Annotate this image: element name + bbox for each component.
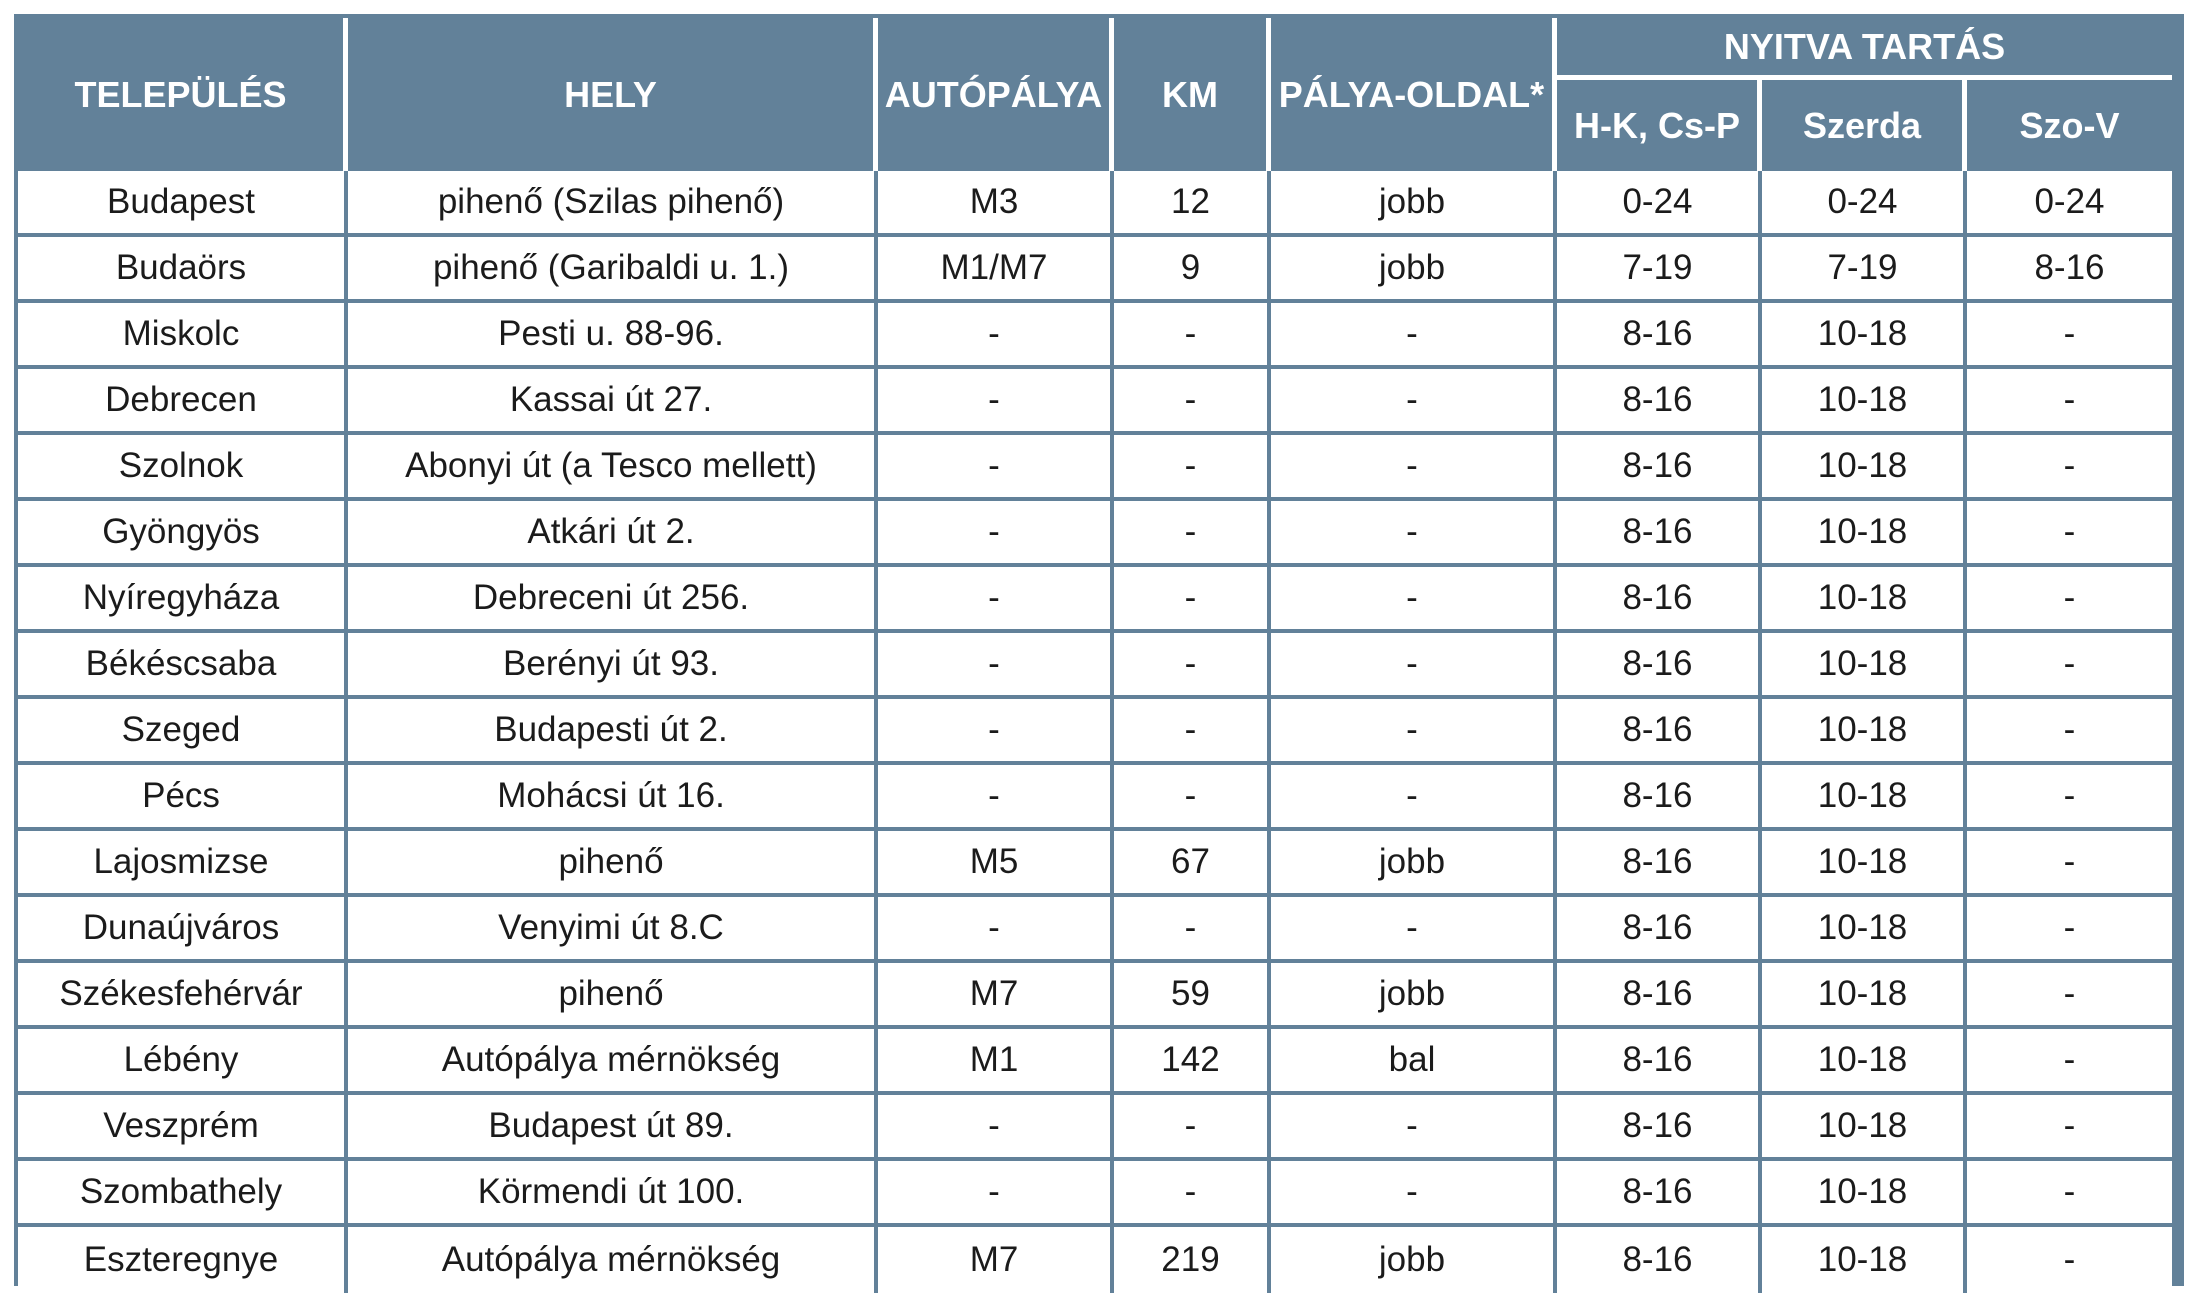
table-cell-hk-csp: 8-16 (1557, 963, 1762, 1029)
table-cell-autopalya: - (878, 633, 1114, 699)
table-cell-palya-oldal: - (1271, 699, 1557, 765)
table-cell-szo-v: - (1967, 1227, 2172, 1293)
table-cell-km: 59 (1114, 963, 1271, 1029)
table-cell-szerda: 10-18 (1762, 1029, 1967, 1095)
table-cell-hely: Kassai út 27. (348, 369, 878, 435)
table-cell-palya-oldal: - (1271, 1161, 1557, 1227)
table-cell-palya-oldal: - (1271, 303, 1557, 369)
table-cell-autopalya: M1/M7 (878, 237, 1114, 303)
header-szerda: Szerda (1762, 80, 1967, 171)
table-cell-palya-oldal: - (1271, 369, 1557, 435)
table-cell-telepules: Budapest (18, 171, 348, 237)
table-cell-szerda: 10-18 (1762, 1227, 1967, 1293)
table-cell-hely: Körmendi út 100. (348, 1161, 878, 1227)
header-nyitva-tartas: NYITVA TARTÁS (1557, 18, 2172, 80)
table-cell-autopalya: M7 (878, 1227, 1114, 1293)
table-cell-szo-v: - (1967, 633, 2172, 699)
table-cell-szerda: 10-18 (1762, 369, 1967, 435)
table-cell-km: 9 (1114, 237, 1271, 303)
table-cell-hely: Atkári út 2. (348, 501, 878, 567)
table-cell-hk-csp: 8-16 (1557, 1029, 1762, 1095)
table-cell-autopalya: - (878, 1095, 1114, 1161)
table-cell-hely: Autópálya mérnökség (348, 1029, 878, 1095)
table-cell-km: 12 (1114, 171, 1271, 237)
table-cell-hk-csp: 8-16 (1557, 369, 1762, 435)
table-cell-szerda: 10-18 (1762, 567, 1967, 633)
table-cell-szo-v: - (1967, 963, 2172, 1029)
table-cell-hely: Autópálya mérnökség (348, 1227, 878, 1293)
table-cell-hk-csp: 8-16 (1557, 1227, 1762, 1293)
table-cell-autopalya: - (878, 303, 1114, 369)
table-cell-palya-oldal: - (1271, 501, 1557, 567)
table-cell-hely: pihenő (348, 831, 878, 897)
table-cell-hely: Abonyi út (a Tesco mellett) (348, 435, 878, 501)
table-cell-szerda: 10-18 (1762, 435, 1967, 501)
table-cell-hely: Venyimi út 8.C (348, 897, 878, 963)
opening-hours-table (14, 14, 2184, 1286)
table-cell-hk-csp: 8-16 (1557, 831, 1762, 897)
table-cell-km: 67 (1114, 831, 1271, 897)
table-cell-hely: Budapest út 89. (348, 1095, 878, 1161)
table-cell-hely: pihenő (Garibaldi u. 1.) (348, 237, 878, 303)
table-cell-km: - (1114, 897, 1271, 963)
table-cell-telepules: Dunaújváros (18, 897, 348, 963)
table-cell-hk-csp: 8-16 (1557, 633, 1762, 699)
table-cell-km: - (1114, 765, 1271, 831)
table-cell-km: - (1114, 303, 1271, 369)
table-cell-hk-csp: 8-16 (1557, 765, 1762, 831)
table-cell-palya-oldal: - (1271, 897, 1557, 963)
table-cell-szo-v: - (1967, 1029, 2172, 1095)
header-szo-v: Szo-V (1967, 80, 2172, 171)
table-cell-szerda: 10-18 (1762, 501, 1967, 567)
table-cell-szerda: 10-18 (1762, 699, 1967, 765)
table-cell-telepules: Békéscsaba (18, 633, 348, 699)
header-palya-oldal: PÁLYA-OLDAL* (1271, 18, 1557, 171)
table-cell-km: - (1114, 435, 1271, 501)
table-cell-szo-v: - (1967, 501, 2172, 567)
table-cell-km: - (1114, 1161, 1271, 1227)
table-cell-szo-v: 8-16 (1967, 237, 2172, 303)
table-cell-hk-csp: 8-16 (1557, 567, 1762, 633)
table-cell-km: - (1114, 699, 1271, 765)
header-autopalya: AUTÓPÁLYA (878, 18, 1114, 171)
table-cell-autopalya: - (878, 567, 1114, 633)
table-cell-hely: Berényi út 93. (348, 633, 878, 699)
table-cell-telepules: Miskolc (18, 303, 348, 369)
table-cell-szerda: 10-18 (1762, 303, 1967, 369)
table-cell-hk-csp: 0-24 (1557, 171, 1762, 237)
table-cell-telepules: Nyíregyháza (18, 567, 348, 633)
table-cell-km: - (1114, 1095, 1271, 1161)
table-cell-km: 219 (1114, 1227, 1271, 1293)
table-cell-hk-csp: 8-16 (1557, 501, 1762, 567)
table-cell-hely: pihenő (Szilas pihenő) (348, 171, 878, 237)
table-cell-autopalya: M5 (878, 831, 1114, 897)
table-cell-szerda: 10-18 (1762, 897, 1967, 963)
table-cell-palya-oldal: - (1271, 567, 1557, 633)
table-cell-autopalya: - (878, 897, 1114, 963)
header-telepules: TELEPÜLÉS (18, 18, 348, 171)
table-cell-szerda: 10-18 (1762, 831, 1967, 897)
table-cell-autopalya: - (878, 1161, 1114, 1227)
table-cell-autopalya: - (878, 501, 1114, 567)
table-cell-szo-v: - (1967, 303, 2172, 369)
table-cell-palya-oldal: - (1271, 1095, 1557, 1161)
table-cell-szerda: 10-18 (1762, 1095, 1967, 1161)
table-cell-szo-v: - (1967, 1161, 2172, 1227)
table-cell-szo-v: 0-24 (1967, 171, 2172, 237)
table-cell-palya-oldal: jobb (1271, 963, 1557, 1029)
table-cell-autopalya: M1 (878, 1029, 1114, 1095)
table-cell-hely: Mohácsi út 16. (348, 765, 878, 831)
table-cell-szo-v: - (1967, 435, 2172, 501)
table-cell-telepules: Debrecen (18, 369, 348, 435)
table-cell-palya-oldal: jobb (1271, 171, 1557, 237)
table-cell-telepules: Veszprém (18, 1095, 348, 1161)
table-cell-autopalya: - (878, 699, 1114, 765)
table-cell-telepules: Szombathely (18, 1161, 348, 1227)
table-cell-autopalya: - (878, 369, 1114, 435)
table-cell-hely: pihenő (348, 963, 878, 1029)
table-cell-hk-csp: 7-19 (1557, 237, 1762, 303)
table-cell-telepules: Eszteregnye (18, 1227, 348, 1293)
table-cell-szerda: 10-18 (1762, 1161, 1967, 1227)
table-cell-szo-v: - (1967, 699, 2172, 765)
table-cell-palya-oldal: bal (1271, 1029, 1557, 1095)
table-cell-telepules: Budaörs (18, 237, 348, 303)
table-cell-hely: Budapesti út 2. (348, 699, 878, 765)
table-cell-szo-v: - (1967, 369, 2172, 435)
table-cell-km: - (1114, 501, 1271, 567)
table-cell-palya-oldal: - (1271, 633, 1557, 699)
table-cell-palya-oldal: jobb (1271, 1227, 1557, 1293)
table-cell-hely: Pesti u. 88-96. (348, 303, 878, 369)
table-cell-telepules: Szolnok (18, 435, 348, 501)
table-cell-km: - (1114, 369, 1271, 435)
table-cell-autopalya: - (878, 435, 1114, 501)
table-cell-szo-v: - (1967, 567, 2172, 633)
table-cell-hely: Debreceni út 256. (348, 567, 878, 633)
table-cell-km: - (1114, 567, 1271, 633)
table-cell-szo-v: - (1967, 897, 2172, 963)
table-cell-telepules: Gyöngyös (18, 501, 348, 567)
table-cell-hk-csp: 8-16 (1557, 699, 1762, 765)
table-cell-palya-oldal: - (1271, 765, 1557, 831)
table-cell-palya-oldal: - (1271, 435, 1557, 501)
table-cell-hk-csp: 8-16 (1557, 1095, 1762, 1161)
table-cell-autopalya: M3 (878, 171, 1114, 237)
table-cell-telepules: Pécs (18, 765, 348, 831)
table-cell-hk-csp: 8-16 (1557, 303, 1762, 369)
table-cell-km: 142 (1114, 1029, 1271, 1095)
table-cell-palya-oldal: jobb (1271, 831, 1557, 897)
table-cell-szo-v: - (1967, 765, 2172, 831)
table-cell-telepules: Székesfehérvár (18, 963, 348, 1029)
table-cell-szerda: 10-18 (1762, 963, 1967, 1029)
table-cell-szerda: 10-18 (1762, 633, 1967, 699)
table-cell-szo-v: - (1967, 831, 2172, 897)
table-cell-km: - (1114, 633, 1271, 699)
header-hely: HELY (348, 18, 878, 171)
table-cell-palya-oldal: jobb (1271, 237, 1557, 303)
table-cell-szerda: 7-19 (1762, 237, 1967, 303)
header-hk-csp: H-K, Cs-P (1557, 80, 1762, 171)
header-km: KM (1114, 18, 1271, 171)
table-cell-autopalya: M7 (878, 963, 1114, 1029)
table-cell-hk-csp: 8-16 (1557, 897, 1762, 963)
table-cell-szerda: 0-24 (1762, 171, 1967, 237)
table-cell-telepules: Lébény (18, 1029, 348, 1095)
table-cell-hk-csp: 8-16 (1557, 1161, 1762, 1227)
table-cell-telepules: Lajosmizse (18, 831, 348, 897)
table-cell-telepules: Szeged (18, 699, 348, 765)
table-cell-autopalya: - (878, 765, 1114, 831)
table-cell-szerda: 10-18 (1762, 765, 1967, 831)
table-cell-hk-csp: 8-16 (1557, 435, 1762, 501)
table-cell-szo-v: - (1967, 1095, 2172, 1161)
